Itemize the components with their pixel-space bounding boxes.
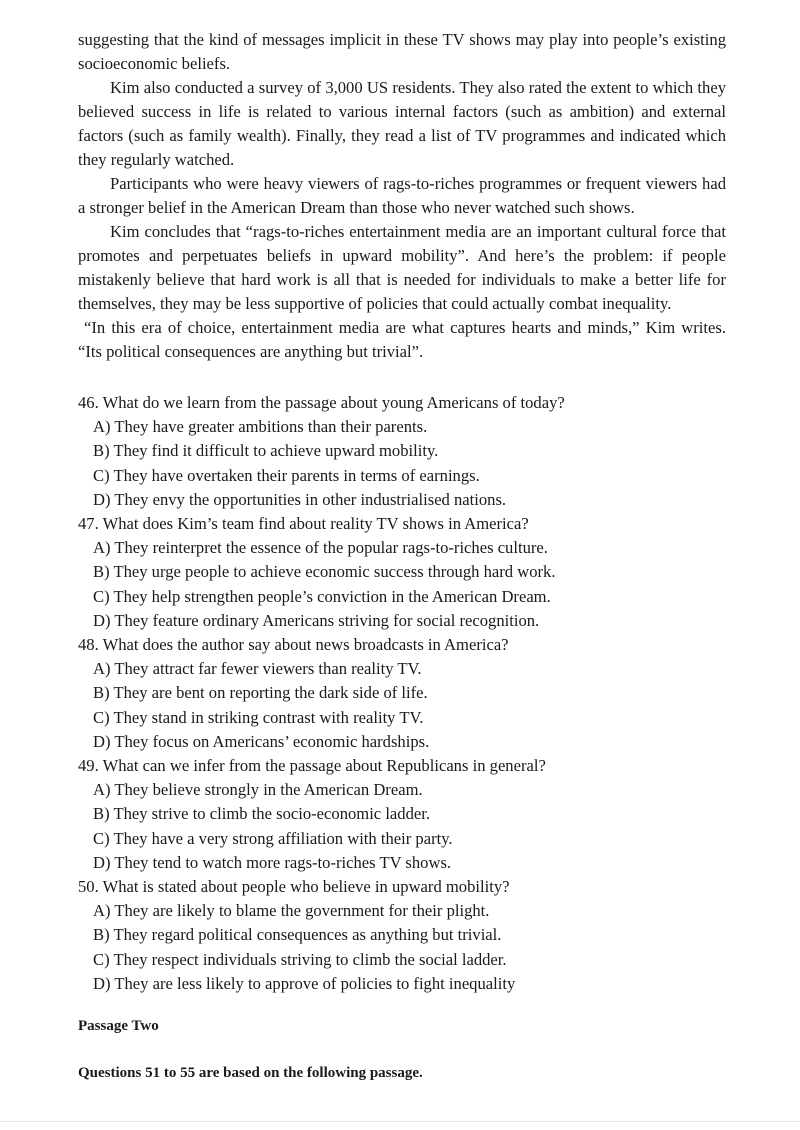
passage-paragraph: Kim concludes that “rags-to-riches entertainment media are an important cultural force that promotes and perpetuates beliefs in upward mobility”. And here’s the problem: if people mistakenly believe that hard work is all that is needed for individuals to make a better life for themselves, they may be less supportive of policies that could actually combat inequality. xyxy=(78,222,726,313)
passage-paragraph: “In this era of choice, entertainment media are what captures hearts and minds,” Kim writes. “Its political consequences are anything but trivial”. xyxy=(78,318,726,361)
option-c: C) They have overtaken their parents in terms of earnings. xyxy=(93,465,480,485)
option-d: D) They tend to watch more rags-to-riches TV shows. xyxy=(93,852,452,872)
question-stem: 50. What is stated about people who believe in upward mobility? xyxy=(78,877,510,897)
option-d: D) They focus on Americans’ economic hardships. xyxy=(93,731,430,751)
option-d: D) They feature ordinary Americans striving for social recognition. xyxy=(93,610,540,630)
option-d: D) They envy the opportunities in other industrialised nations. xyxy=(93,489,507,509)
option-c: C) They help strengthen people’s conviction in the American Dream. xyxy=(93,586,551,606)
option-a: A) They attract far fewer viewers than reality TV. xyxy=(93,659,422,679)
option-a: A) They are likely to blame the government for their plight. xyxy=(93,901,490,921)
question-stem: 47. What does Kim’s team find about reality TV shows in America? xyxy=(78,514,529,534)
option-a: A) They reinterpret the essence of the popular rags-to-riches culture. xyxy=(93,538,548,558)
option-a: A) They believe strongly in the American Dream. xyxy=(93,780,423,800)
question-46 xyxy=(78,391,738,512)
option-b: B) They are bent on reporting the dark side of life. xyxy=(93,683,428,703)
passage-paragraph: Participants who were heavy viewers of rags-to-riches programmes or frequent viewers had a stronger belief in the American Dream than those who never watched such shows. xyxy=(78,174,726,217)
option-b: B) They regard political consequences as anything but trivial. xyxy=(93,925,502,945)
question-list xyxy=(78,391,738,996)
question-stem: 49. What can we infer from the passage about Republicans in general? xyxy=(78,756,546,776)
passage-text xyxy=(78,28,726,364)
question-stem: 46. What do we learn from the passage about young Americans of today? xyxy=(78,393,565,412)
question-50 xyxy=(78,875,738,996)
question-49 xyxy=(78,754,738,875)
option-b: B) They urge people to achieve economic success through hard work. xyxy=(93,562,556,582)
option-c: C) They have a very strong affiliation with their party. xyxy=(93,828,453,848)
option-a: A) They have greater ambitions than their parents. xyxy=(93,417,428,437)
question-48 xyxy=(78,633,738,754)
page-bottom-divider xyxy=(0,1121,800,1122)
passage-paragraph: Kim also conducted a survey of 3,000 US residents. They also rated the extent to which they believed success in life is related to various internal factors (such as ambition) and external factors (such as family wealth). Finally, they read a list of TV programmes and indicated which they regularly watched. xyxy=(78,78,726,169)
question-stem: 48. What does the author say about news broadcasts in America? xyxy=(78,635,509,655)
option-b: B) They find it difficult to achieve upward mobility. xyxy=(93,441,439,461)
passage-two-heading: Passage Two xyxy=(78,1018,159,1034)
option-d: D) They are less likely to approve of policies to fight inequality xyxy=(93,973,516,993)
option-c: C) They stand in striking contrast with reality TV. xyxy=(93,707,424,727)
questions-intro-heading: Questions 51 to 55 are based on the following passage. xyxy=(78,1065,423,1081)
question-47 xyxy=(78,512,738,633)
option-c: C) They respect individuals striving to climb the social ladder. xyxy=(93,949,507,969)
passage-paragraph: suggesting that the kind of messages implicit in these TV shows may play into people’s existing socioeconomic beliefs. xyxy=(78,30,726,73)
option-b: B) They strive to climb the socio-economic ladder. xyxy=(93,804,431,824)
